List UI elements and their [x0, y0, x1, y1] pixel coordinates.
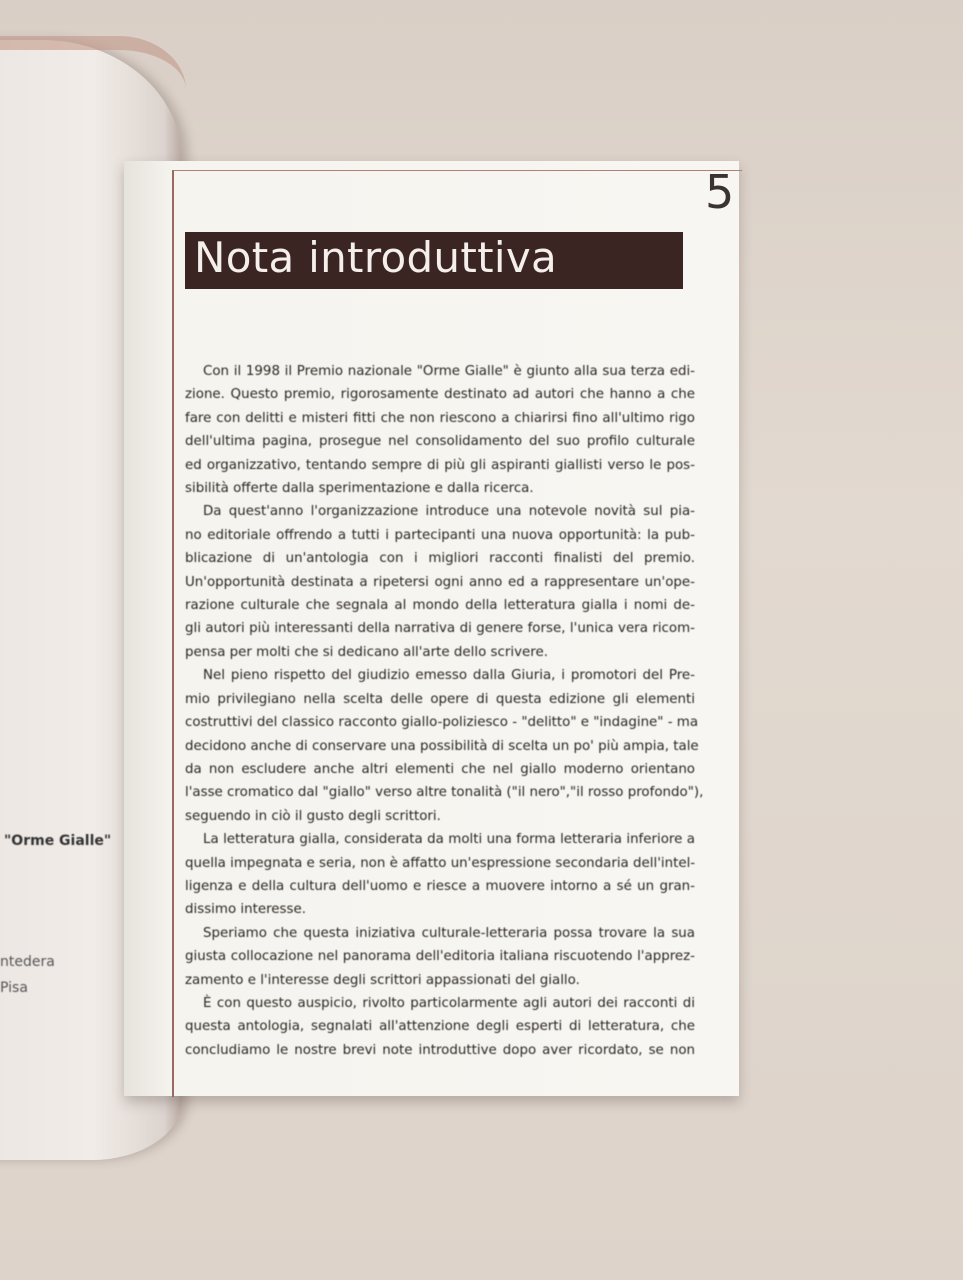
text-line: questa antologia, segnalati all'attenzione degli esperti di letteratura, che — [185, 1019, 695, 1035]
text-line: ligenza e della cultura dell'uomo e riesce a muovere intorno a sé un gran- — [185, 878, 695, 894]
text-line: razione culturale che segnala al mondo della letteratura gialla i nomi de- — [185, 598, 695, 614]
text-line: Nel pieno rispetto del giudizio emesso dalla Giuria, i promotori del Pre- — [203, 668, 695, 684]
text-line: pensa per molti che si dedicano all'arte dello scrivere. — [185, 644, 548, 660]
body-text — [185, 360, 704, 1062]
text-line: gli autori più interessanti della narrativa di genere forse, l'unica vera ricom- — [185, 621, 695, 637]
text-line: l'asse cromatico dal "giallo" verso altre tonalità ("il nero","il rosso profondo"), — [185, 785, 704, 801]
text-line: zamento e l'interesse degli scrittori appassionati del giallo. — [185, 972, 580, 988]
text-line: no editoriale offrendo a tutti i partecipanti una nuova opportunità: la pub- — [185, 527, 695, 543]
text-line: dell'ultima pagina, prosegue nel consolidamento del suo profilo culturale — [185, 434, 695, 450]
left-page-snippet: ntedera — [0, 954, 55, 970]
text-line: giusta collocazione nel panorama dell'editoria italiana riscuotendo l'apprez- — [185, 949, 695, 965]
text-line: Speriamo che questa iniziativa culturale-letteraria possa trovare la sua — [203, 925, 695, 941]
left-page-snippet: "Orme Gialle" — [4, 833, 112, 849]
text-line: È con questo auspicio, rivolto particolarmente agli autori dei racconti di — [203, 995, 695, 1011]
text-line: fare con delitti e misteri fitti che non riescono a chiarirsi fino all'ultimo rigo — [185, 410, 695, 426]
text-line: blicazione di un'antologia con i migliori racconti finalisti del premio. — [185, 551, 695, 567]
text-line: seguendo in ciò il gusto degli scrittori. — [185, 808, 441, 824]
text-line: dissimo interesse. — [185, 902, 306, 918]
left-page-edge — [0, 36, 186, 90]
page-title: Nota introduttiva — [194, 233, 558, 282]
text-line: zione. Questo premio, rigorosamente destinato ad autori che hanno a che — [185, 387, 695, 403]
page-number: 5 — [705, 165, 735, 219]
text-line: da non escludere anche altri elementi che nel giallo moderno orientano — [185, 761, 695, 777]
text-line: mio privilegiano nella scelta delle opere di questa edizione gli elementi — [185, 691, 695, 707]
text-line: La letteratura gialla, considerata da molti una forma letteraria inferiore a — [203, 832, 695, 848]
left-page-snippet: Pisa — [0, 980, 28, 996]
text-line: decidono anche di conservare una possibilità di scelta un po' più ampia, tale — [185, 738, 699, 754]
text-line: sibilità offerte dalla sperimentazione e dalla ricerca. — [185, 481, 534, 497]
text-line: Un'opportunità destinata a ripetersi ogni anno ed a rappresentare un'ope- — [185, 574, 695, 590]
text-line: costruttivi del classico racconto giallo-poliziesco - "delitto" e "indagine" - ma — [185, 715, 699, 731]
text-line: Con il 1998 il Premio nazionale "Orme Gialle" è giunto alla sua terza edi- — [203, 364, 695, 379]
text-line: Da quest'anno l'organizzazione introduce una notevole novità sul pia- — [203, 504, 695, 520]
text-line: quella impegnata e seria, non è affatto un'espressione secondaria dell'intel- — [185, 855, 696, 871]
text-line: ed organizzativo, tentando sempre di più gli aspiranti giallisti verso le pos- — [185, 457, 695, 473]
text-line: concludiamo le nostre brevi note introduttive dopo aver ricordato, se non — [185, 1042, 695, 1058]
